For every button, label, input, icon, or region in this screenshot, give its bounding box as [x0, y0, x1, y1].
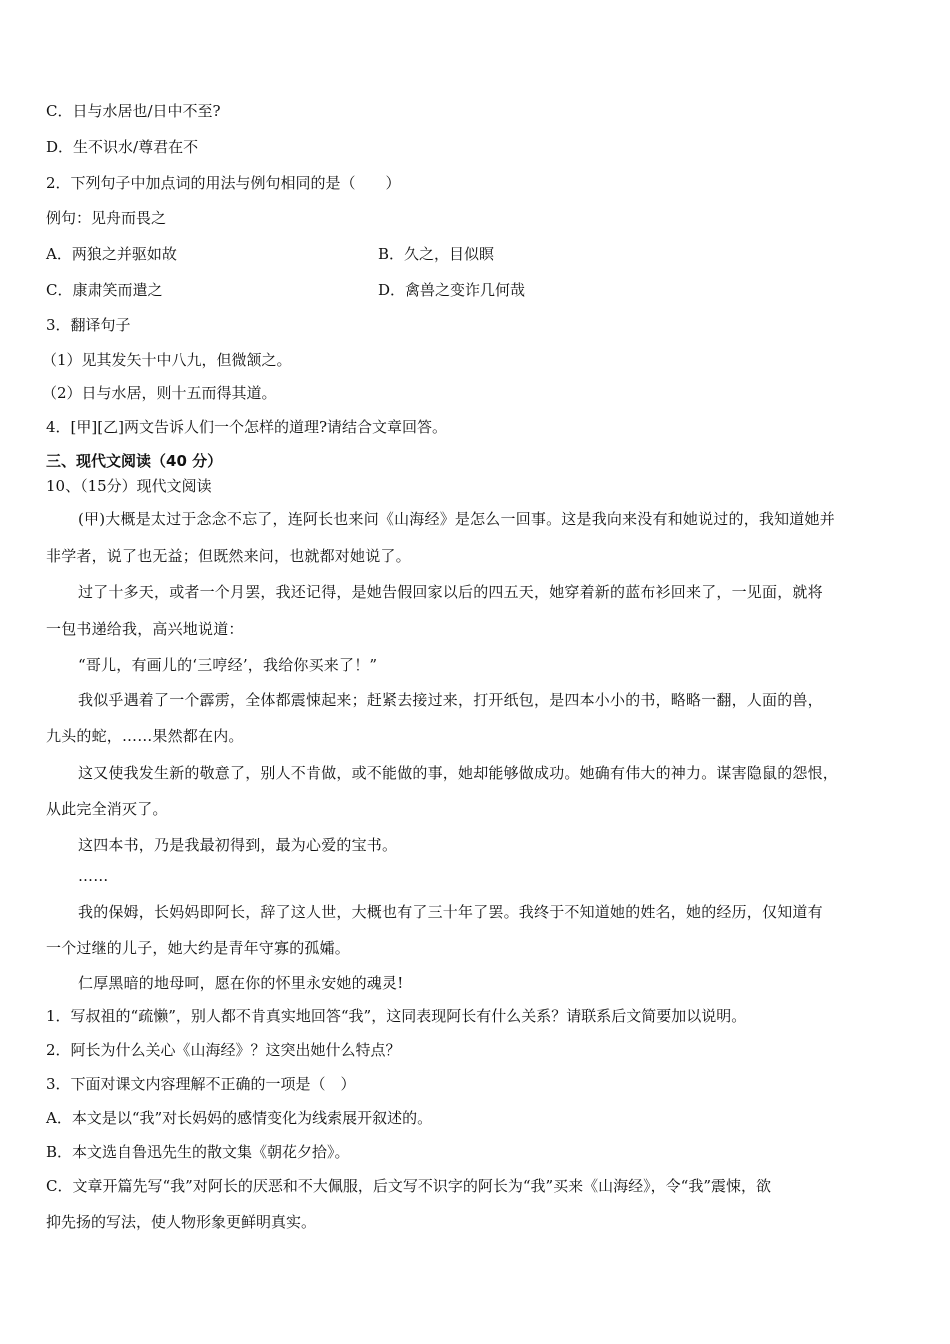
question-10-2: 2．阿长为什么关心《山海经》？这突出她什么特点？ [46, 1041, 401, 1059]
passage-line: 非学者，说了也无益；但既然来问，也就都对她说了。 [46, 547, 411, 565]
passage-line: 仁厚黑暗的地母呵，愿在你的怀里永安她的魂灵! [78, 974, 404, 992]
passage-line: 一个过继的儿子，她大约是青年守寡的孤孀。 [46, 939, 351, 957]
question-10-3-option-b: B．本文选自鲁迅先生的散文集《朝花夕拾》。 [46, 1143, 350, 1161]
passage-line: 我的保姆，长妈妈即阿长，辞了这人世，大概也有了三十年了罢。我终于不知道她的姓名，她的经历，仅知道有 [78, 903, 823, 921]
question-10-3-option-c-cont: 抑先扬的写法，使人物形象更鲜明真实。 [46, 1213, 317, 1231]
passage-line: (甲)大概是太过于念念不忘了，连阿长也来问《山海经》是怎么一回事。这是我向来没有和她说过的，我知道她并 [78, 510, 835, 528]
passage-line: 过了十多天，或者一个月罢，我还记得，是她告假回家以后的四五天，她穿着新的蓝布衫回来了，一见面，就将 [78, 583, 823, 601]
question-2-option-b: B．久之，目似瞑 [378, 245, 495, 263]
question-3-sentence-1: （1）见其发矢十中八九，但微颔之。 [42, 351, 292, 369]
passage-line: 这四本书，乃是我最初得到，最为心爱的宝书。 [78, 836, 398, 854]
question-3-stem: 3．翻译句子 [46, 316, 131, 334]
passage-line: “哥儿，有画儿的‘三哼经’，我给你买来了！” [78, 656, 378, 674]
question-4: 4．[甲][乙]两文告诉人们一个怎样的道理?请结合文章回答。 [46, 418, 447, 436]
passage-line: 这又使我发生新的敬意了，别人不肯做，或不能做的事，她却能够做成功。她确有伟大的神力。谋害隐鼠的怨恨， [78, 764, 839, 782]
question-10-3-option-c: C．文章开篇先写“我”对阿长的厌恶和不大佩服，后文写不识字的阿长为“我”买来《山海经》，令“我”震悚，欲 [46, 1177, 771, 1195]
question-10-1: 1．写叔祖的“疏懒”，别人都不肯真实地回答“我”，这同表现阿长有什么关系？请联系后文简要加以说明。 [46, 1007, 747, 1025]
question-2-option-a: A．两狼之并驱如故 [46, 245, 177, 263]
section-heading: 三、现代文阅读（40 分） [46, 452, 223, 470]
option-d: D．生不识水/尊君在不 [46, 138, 199, 156]
question-2-option-c: C．康肃笑而遣之 [46, 281, 163, 299]
question-3-sentence-2: （2）日与水居，则十五而得其道。 [42, 384, 277, 402]
passage-line: 一包书递给我，高兴地说道： [46, 620, 244, 638]
question-10-3-option-a: A．本文是以“我”对长妈妈的感情变化为线索展开叙述的。 [46, 1109, 433, 1127]
question-10-title: 10、（15分）现代文阅读 [46, 477, 212, 495]
passage-line: 我似乎遇着了一个霹雳，全体都震悚起来；赶紧去接过来，打开纸包，是四本小小的书，略略一翻，人面的兽， [78, 691, 823, 709]
passage-line: 九头的蛇，……果然都在内。 [46, 727, 244, 745]
question-2-stem: 2．下列句子中加点词的用法与例句相同的是（ ） [46, 174, 401, 192]
option-c: C．日与水居也/日中不至? [46, 102, 221, 120]
passage-line: 从此完全消灭了。 [46, 800, 168, 818]
question-2-option-d: D．禽兽之变诈几何哉 [378, 281, 526, 299]
question-2-example: 例句：见舟而畏之 [46, 209, 167, 227]
question-10-3: 3．下面对课文内容理解不正确的一项是（ ） [46, 1075, 356, 1093]
passage-ellipsis: …… [78, 867, 109, 885]
